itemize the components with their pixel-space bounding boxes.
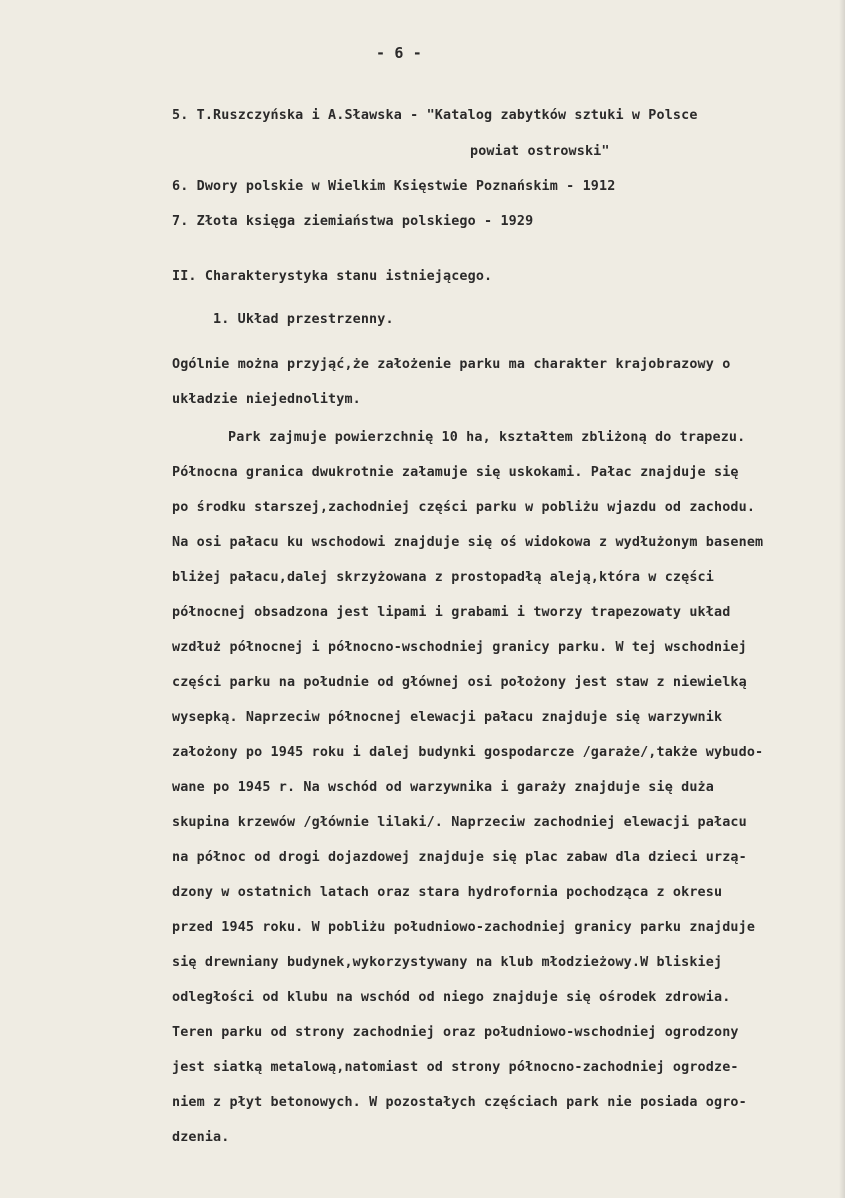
paragraph-line: po środku starszej,zachodniej części parku w pobliżu wjazdu od zachodu. bbox=[172, 500, 756, 515]
paragraph-line: północnej obsadzona jest lipami i grabami i tworzy trapezowaty układ bbox=[172, 605, 731, 620]
paragraph-line: się drewniany budynek,wykorzystywany na klub młodzieżowy.W bliskiej bbox=[172, 955, 723, 970]
paragraph-line: części parku na południe od głównej osi położony jest staw z niewielką bbox=[172, 675, 747, 690]
paragraph-line: Park zajmuje powierzchnię 10 ha, kształtem zbliżoną do trapezu. bbox=[228, 430, 746, 445]
paragraph-line: wane po 1945 r. Na wschód od warzywnika i garaży znajduje się duża bbox=[172, 780, 714, 795]
paragraph-line: wysepką. Naprzeciw północnej elewacji pałacu znajduje się warzywnik bbox=[172, 710, 723, 725]
paragraph-line: wzdłuż północnej i północno-wschodniej granicy parku. W tej wschodniej bbox=[172, 640, 747, 655]
paragraph-line: na północ od drogi dojazdowej znajduje się plac zabaw dla dzieci urzą- bbox=[172, 850, 747, 865]
paragraph-line: Północna granica dwukrotnie załamuje się uskokami. Pałac znajduje się bbox=[172, 465, 739, 480]
paragraph-line: układzie niejednolitym. bbox=[172, 392, 361, 407]
paragraph-line: dzony w ostatnich latach oraz stara hydrofornia pochodząca z okresu bbox=[172, 885, 723, 900]
subsection-heading: 1. Układ przestrzenny. bbox=[213, 312, 394, 327]
paragraph-line: Teren parku od strony zachodniej oraz południowo-wschodniej ogrodzony bbox=[172, 1025, 739, 1040]
reference-7: 7. Złota księga ziemiaństwa polskiego - 1929 bbox=[172, 214, 534, 229]
paragraph-2 bbox=[172, 420, 832, 1155]
paragraph-line: niem z płyt betonowych. W pozostałych częściach park nie posiada ogro- bbox=[172, 1095, 747, 1110]
paragraph-line: odległości od klubu na wschód od niego znajduje się ośrodek zdrowia. bbox=[172, 990, 731, 1005]
reference-6: 6. Dwory polskie w Wielkim Księstwie Poznańskim - 1912 bbox=[172, 179, 616, 194]
section-heading: II. Charakterystyka stanu istniejącego. bbox=[172, 269, 493, 284]
paragraph-line: skupina krzewów /głównie lilaki/. Naprzeciw zachodniej elewacji pałacu bbox=[172, 815, 747, 830]
paragraph-line: Ogólnie można przyjąć,że założenie parku ma charakter krajobrazowy o bbox=[172, 357, 731, 372]
page-edge-shadow bbox=[839, 0, 845, 1198]
paragraph-line: dzenia. bbox=[172, 1130, 230, 1145]
page-number: - 6 - bbox=[376, 44, 422, 62]
reference-5: 5. T.Ruszczyńska i A.Sławska - "Katalog zabytków sztuki w Polsce bbox=[172, 108, 698, 123]
paragraph-line: bliżej pałacu,dalej skrzyżowana z prostopadłą aleją,która w części bbox=[172, 570, 714, 585]
paragraph-line: założony po 1945 roku i dalej budynki gospodarcze /garaże/,także wybudo- bbox=[172, 745, 764, 760]
reference-5-continuation: powiat ostrowski" bbox=[470, 144, 610, 159]
paragraph-line: Na osi pałacu ku wschodowi znajduje się oś widokowa z wydłużonym basenem bbox=[172, 535, 764, 550]
paragraph-line: przed 1945 roku. W pobliżu południowo-zachodniej granicy parku znajduje bbox=[172, 920, 756, 935]
paragraph-1 bbox=[172, 347, 832, 417]
paragraph-line: jest siatką metalową,natomiast od strony północno-zachodniej ogrodze- bbox=[172, 1060, 739, 1075]
